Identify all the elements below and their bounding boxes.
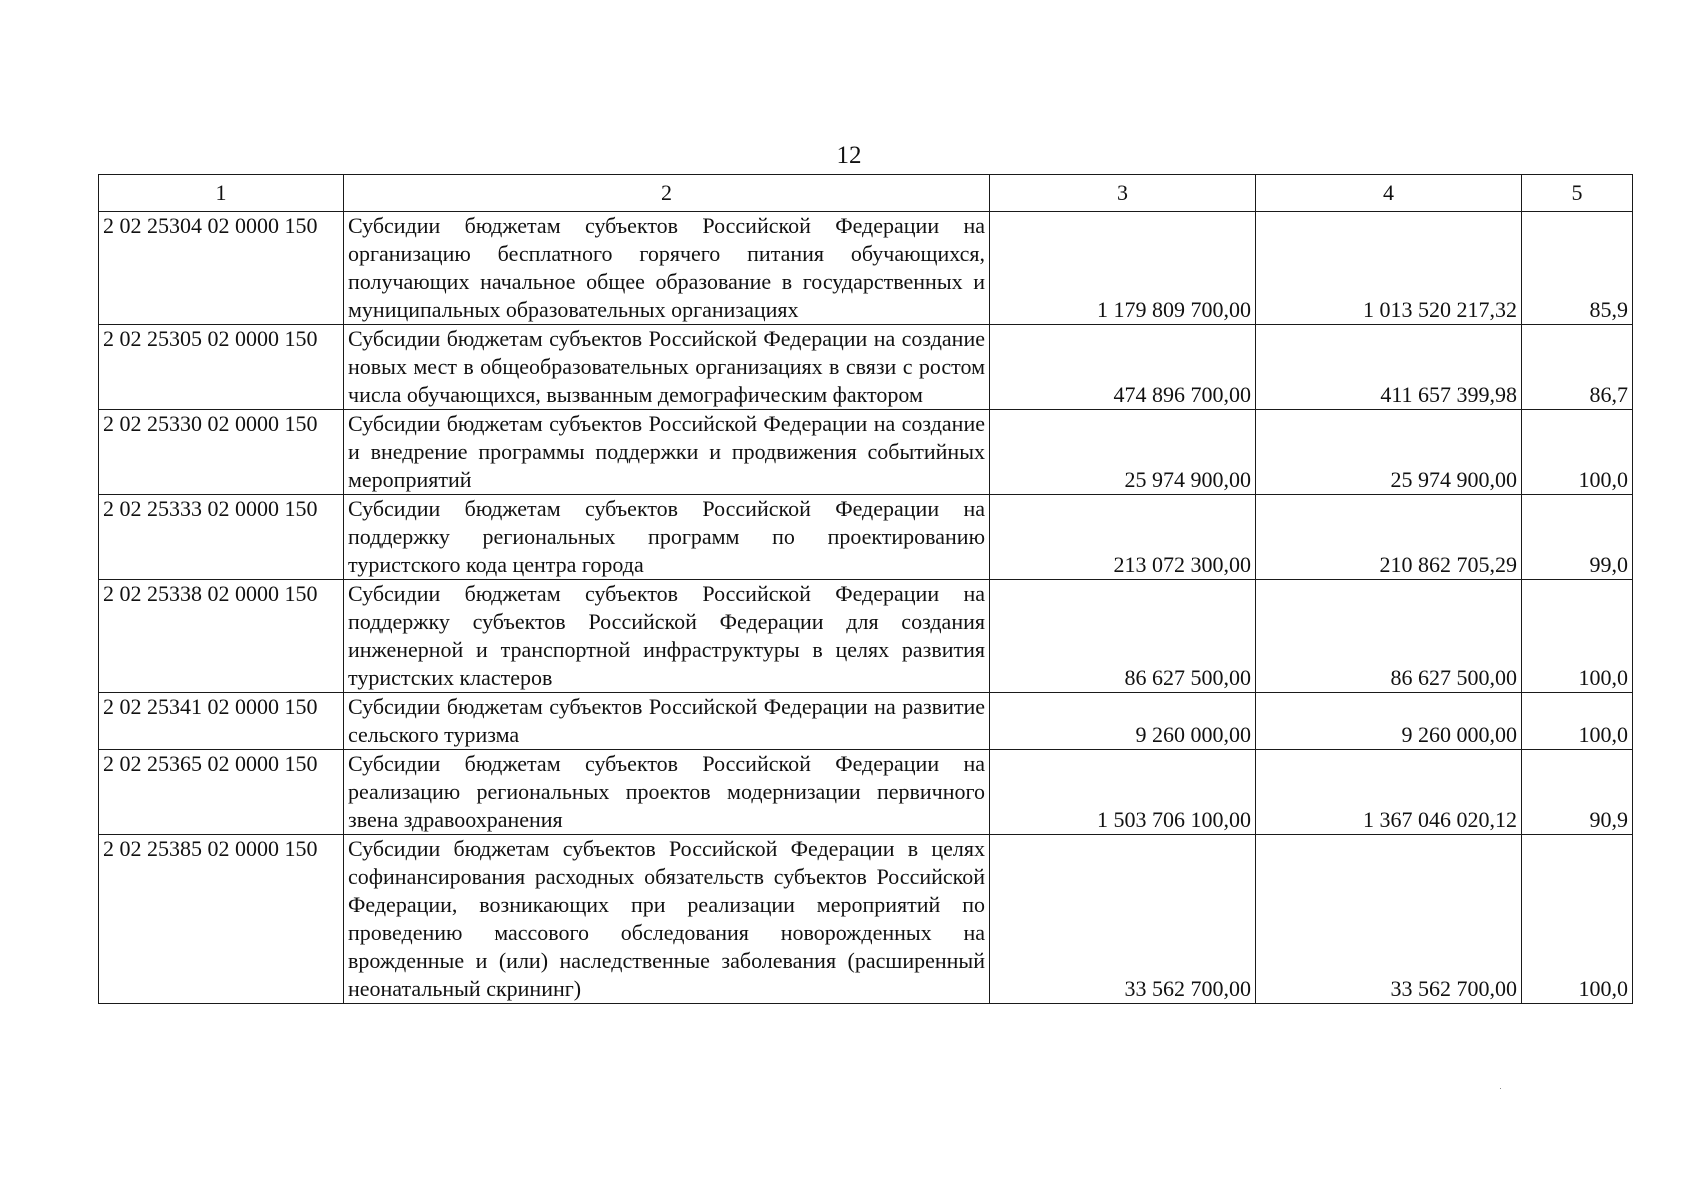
row-description: Субсидии бюджетам субъектов Российской Федерации на реализацию региональных проектов модернизации первичного звена здравоохранения bbox=[344, 750, 990, 835]
col-header-1: 1 bbox=[99, 175, 344, 212]
actual-amount: 86 627 500,00 bbox=[1256, 580, 1522, 693]
execution-percent: 86,7 bbox=[1522, 325, 1633, 410]
row-description: Субсидии бюджетам субъектов Российской Федерации на поддержку региональных программ по проектированию туристского кода центра города bbox=[344, 495, 990, 580]
planned-amount: 25 974 900,00 bbox=[990, 410, 1256, 495]
col-header-3: 3 bbox=[990, 175, 1256, 212]
budget-code: 2 02 25365 02 0000 150 bbox=[99, 750, 344, 835]
actual-amount: 210 862 705,29 bbox=[1256, 495, 1522, 580]
table-row bbox=[99, 580, 1633, 693]
table-row bbox=[99, 750, 1633, 835]
execution-percent: 99,0 bbox=[1522, 495, 1633, 580]
execution-percent: 85,9 bbox=[1522, 212, 1633, 325]
budget-code: 2 02 25338 02 0000 150 bbox=[99, 580, 344, 693]
table-row bbox=[99, 212, 1633, 325]
header-row bbox=[99, 175, 1633, 212]
planned-amount: 9 260 000,00 bbox=[990, 693, 1256, 750]
budget-code: 2 02 25305 02 0000 150 bbox=[99, 325, 344, 410]
row-description: Субсидии бюджетам субъектов Российской Федерации на организацию бесплатного горячего питания обучающихся, получающих начальное общее образование в государственных и муниципальных образовательных организациях bbox=[344, 212, 990, 325]
actual-amount: 9 260 000,00 bbox=[1256, 693, 1522, 750]
actual-amount: 25 974 900,00 bbox=[1256, 410, 1522, 495]
execution-percent: 100,0 bbox=[1522, 580, 1633, 693]
row-description: Субсидии бюджетам субъектов Российской Федерации на поддержку субъектов Российской Федерации для создания инженерной и транспортной инфраструктуры в целях развития туристских кластеров bbox=[344, 580, 990, 693]
budget-code: 2 02 25341 02 0000 150 bbox=[99, 693, 344, 750]
planned-amount: 86 627 500,00 bbox=[990, 580, 1256, 693]
table-row bbox=[99, 495, 1633, 580]
budget-code: 2 02 25333 02 0000 150 bbox=[99, 495, 344, 580]
col-header-2: 2 bbox=[344, 175, 990, 212]
scan-speck bbox=[1500, 1088, 1501, 1089]
table-row bbox=[99, 410, 1633, 495]
budget-code: 2 02 25304 02 0000 150 bbox=[99, 212, 344, 325]
row-description: Субсидии бюджетам субъектов Российской Федерации на создание новых мест в общеобразовательных организациях в связи с ростом числа обучающихся, вызванным демографическим фактором bbox=[344, 325, 990, 410]
row-description: Субсидии бюджетам субъектов Российской Федерации в целях софинансирования расходных обязательств субъектов Российской Федерации, возникающих при реализации мероприятий по проведению массового обследования новорожденных на врожденные и (или) наследственные заболевания (расширенный неонатальный скрининг) bbox=[344, 835, 990, 1004]
planned-amount: 33 562 700,00 bbox=[990, 835, 1256, 1004]
col-header-5: 5 bbox=[1522, 175, 1633, 212]
actual-amount: 33 562 700,00 bbox=[1256, 835, 1522, 1004]
planned-amount: 213 072 300,00 bbox=[990, 495, 1256, 580]
planned-amount: 1 503 706 100,00 bbox=[990, 750, 1256, 835]
execution-percent: 100,0 bbox=[1522, 410, 1633, 495]
row-description: Субсидии бюджетам субъектов Российской Федерации на развитие сельского туризма bbox=[344, 693, 990, 750]
execution-percent: 90,9 bbox=[1522, 750, 1633, 835]
budget-table bbox=[98, 174, 1633, 1004]
page-number: 12 bbox=[836, 142, 862, 169]
actual-amount: 1 367 046 020,12 bbox=[1256, 750, 1522, 835]
planned-amount: 474 896 700,00 bbox=[990, 325, 1256, 410]
planned-amount: 1 179 809 700,00 bbox=[990, 212, 1256, 325]
execution-percent: 100,0 bbox=[1522, 835, 1633, 1004]
table-row bbox=[99, 835, 1633, 1004]
table-row bbox=[99, 693, 1633, 750]
execution-percent: 100,0 bbox=[1522, 693, 1633, 750]
col-header-4: 4 bbox=[1256, 175, 1522, 212]
actual-amount: 1 013 520 217,32 bbox=[1256, 212, 1522, 325]
budget-code: 2 02 25385 02 0000 150 bbox=[99, 835, 344, 1004]
actual-amount: 411 657 399,98 bbox=[1256, 325, 1522, 410]
table-row bbox=[99, 325, 1633, 410]
row-description: Субсидии бюджетам субъектов Российской Федерации на создание и внедрение программы поддержки и продвижения событийных мероприятий bbox=[344, 410, 990, 495]
budget-code: 2 02 25330 02 0000 150 bbox=[99, 410, 344, 495]
